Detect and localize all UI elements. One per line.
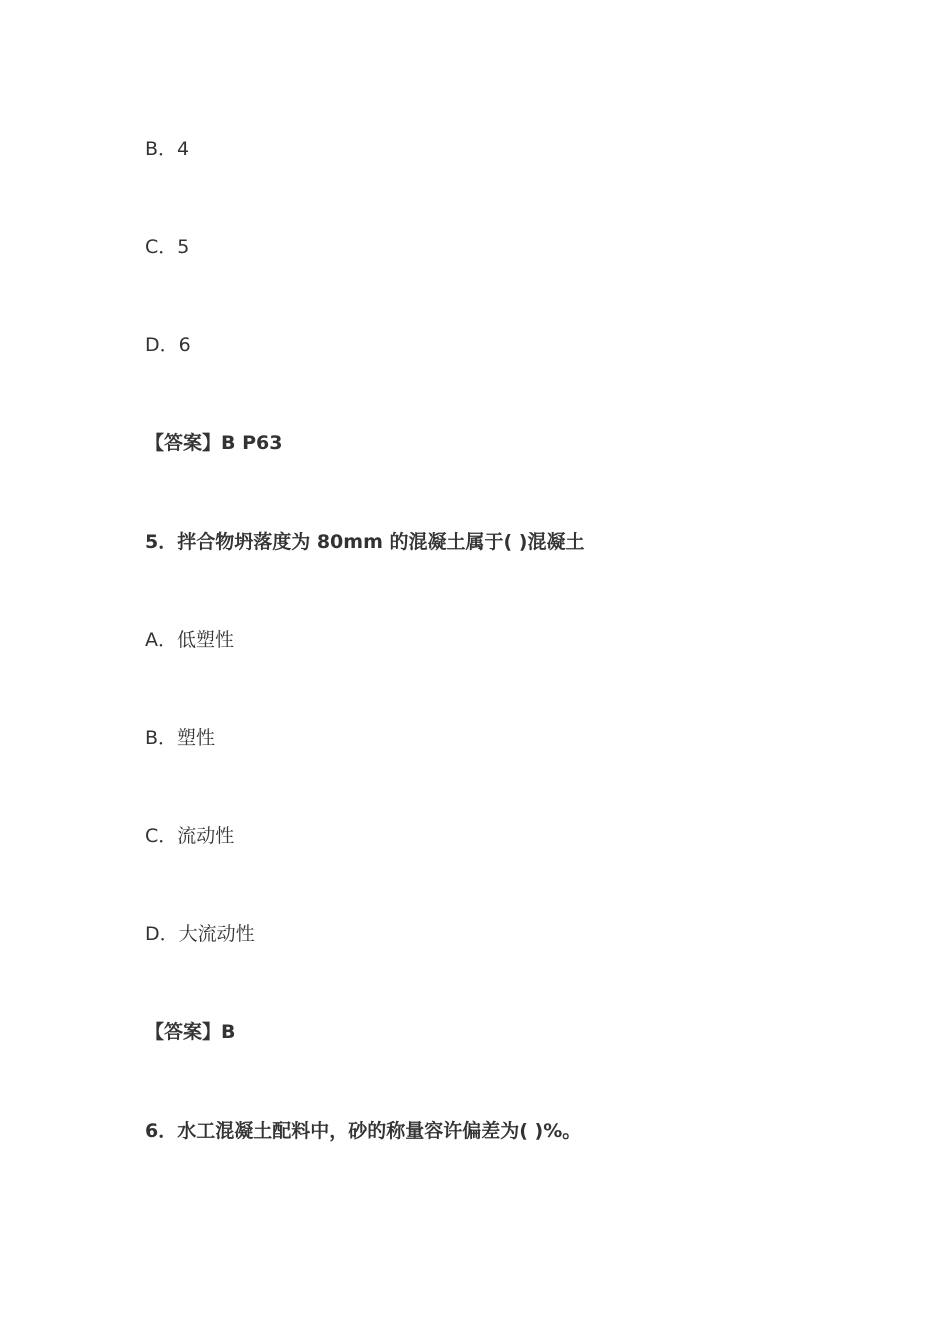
option-a-q5: A．低塑性 bbox=[145, 629, 234, 651]
option-b-prev: B．4 bbox=[145, 138, 190, 160]
answer-q5: 【答案】B bbox=[145, 1021, 236, 1043]
question-5: 5．拌合物坍落度为 80mm 的混凝土属于( )混凝土 bbox=[145, 531, 585, 553]
option-c-prev: C．5 bbox=[145, 236, 190, 258]
option-b-q5: B．塑性 bbox=[145, 727, 216, 749]
question-6: 6．水工混凝土配料中，砂的称量容许偏差为( )%。 bbox=[145, 1120, 582, 1142]
option-d-prev: D．6 bbox=[145, 334, 191, 356]
answer-q4: 【答案】B P63 bbox=[145, 432, 283, 454]
option-d-q5: D．大流动性 bbox=[145, 923, 255, 945]
option-c-q5: C．流动性 bbox=[145, 825, 235, 847]
